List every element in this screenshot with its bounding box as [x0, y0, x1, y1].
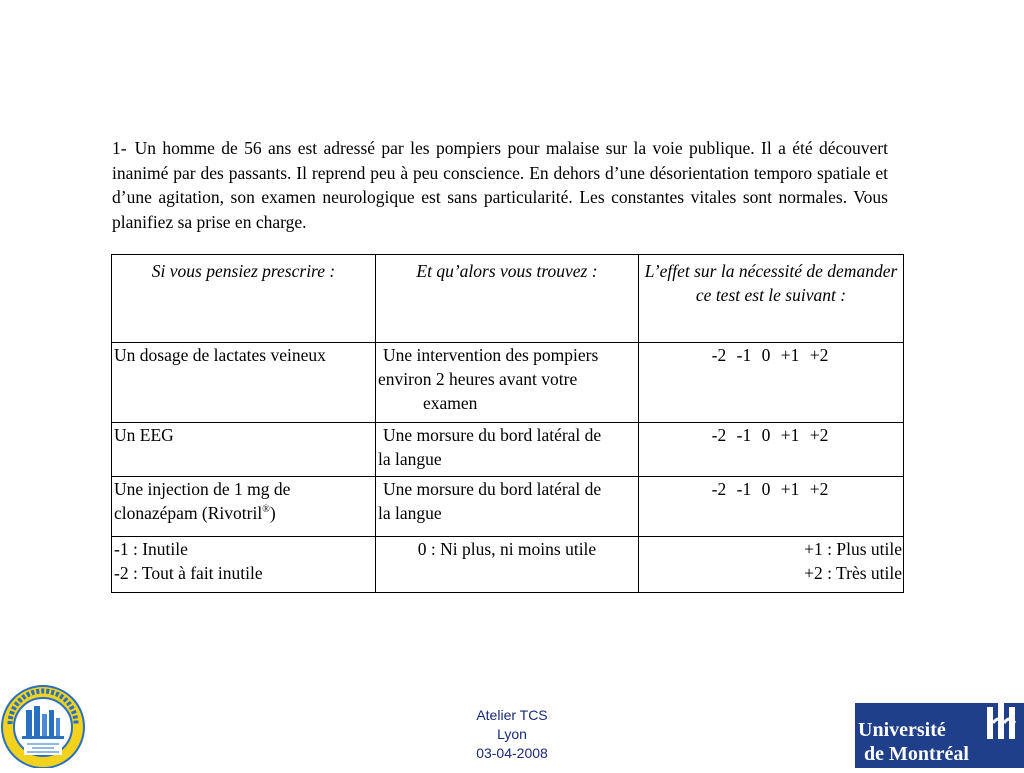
udem-emblem-icon	[979, 703, 1024, 745]
prescription-cell	[112, 477, 376, 537]
legend-row	[112, 537, 904, 593]
registered-mark: ®	[262, 504, 270, 516]
table-row	[112, 423, 904, 477]
legend-positive	[639, 537, 904, 593]
header-finding: Et qu’alors vous trouvez :	[376, 255, 639, 343]
prescription-cell: Un dosage de lactates veineux	[112, 343, 376, 423]
prescription-line-end: )	[269, 503, 276, 523]
faculte-medecine-logo	[0, 684, 86, 768]
finding-cell	[376, 423, 639, 477]
tcs-table	[111, 254, 904, 593]
table-header-row	[112, 255, 904, 343]
udem-logo-line2: de Montréal	[864, 743, 969, 765]
header-effect: L’effet sur la nécessité de demander ce test est le suivant :	[639, 255, 904, 343]
footer-date: 03-04-2008	[476, 745, 548, 761]
legend-zero: 0 : Ni plus, ni moins utile	[376, 537, 639, 593]
table-row	[112, 477, 904, 537]
footer-city: Lyon	[497, 726, 527, 742]
header-prescription: Si vous pensiez prescrire :	[112, 255, 376, 343]
likert-scale[interactable]: -2 -1 0 +1 +2	[639, 477, 904, 537]
finding-line: Une morsure du bord latéral de	[383, 479, 602, 499]
likert-scale[interactable]: -2 -1 0 +1 +2	[639, 343, 904, 423]
finding-line: examen	[423, 393, 478, 413]
finding-line: Une intervention des pompiers	[383, 345, 599, 365]
legend-pos2: +2 : Très utile	[804, 563, 902, 583]
likert-scale[interactable]: -2 -1 0 +1 +2	[639, 423, 904, 477]
faculte-seal-icon	[0, 684, 86, 768]
prescription-cell: Un EEG	[112, 423, 376, 477]
question-number: 1-	[112, 138, 127, 158]
finding-line: Une morsure du bord latéral de	[383, 425, 602, 445]
question-text	[112, 136, 888, 234]
finding-cell	[376, 477, 639, 537]
legend-neg2: -2 : Tout à fait inutile	[114, 563, 263, 583]
question-body: Un homme de 56 ans est adressé par les pompiers pour malaise sur la voie publique. Il a été découvert inanimé par des passants. Il reprend peu à peu conscience. En dehors d’une désorientation temporo spatiale et d’une agitation, son examen neurologique est sans particularité. Les constantes vitales sont normales. Vous planifiez sa prise en charge.	[112, 138, 888, 232]
finding-cell	[376, 343, 639, 423]
legend-pos1: +1 : Plus utile	[804, 539, 902, 559]
prescription-line: clonazépam (Rivotril	[114, 503, 263, 523]
prescription-line: Une injection de 1 mg de	[114, 479, 291, 499]
legend-negative	[112, 537, 376, 593]
footer-info	[462, 706, 562, 763]
finding-line: la langue	[378, 449, 442, 469]
legend-neg1: -1 : Inutile	[114, 539, 188, 559]
universite-montreal-logo	[855, 703, 1024, 768]
finding-line: la langue	[378, 503, 442, 523]
footer-event: Atelier TCS	[476, 707, 548, 723]
table-row	[112, 343, 904, 423]
finding-line: environ 2 heures avant votre	[378, 369, 578, 389]
udem-logo-line1: Université	[858, 719, 946, 741]
